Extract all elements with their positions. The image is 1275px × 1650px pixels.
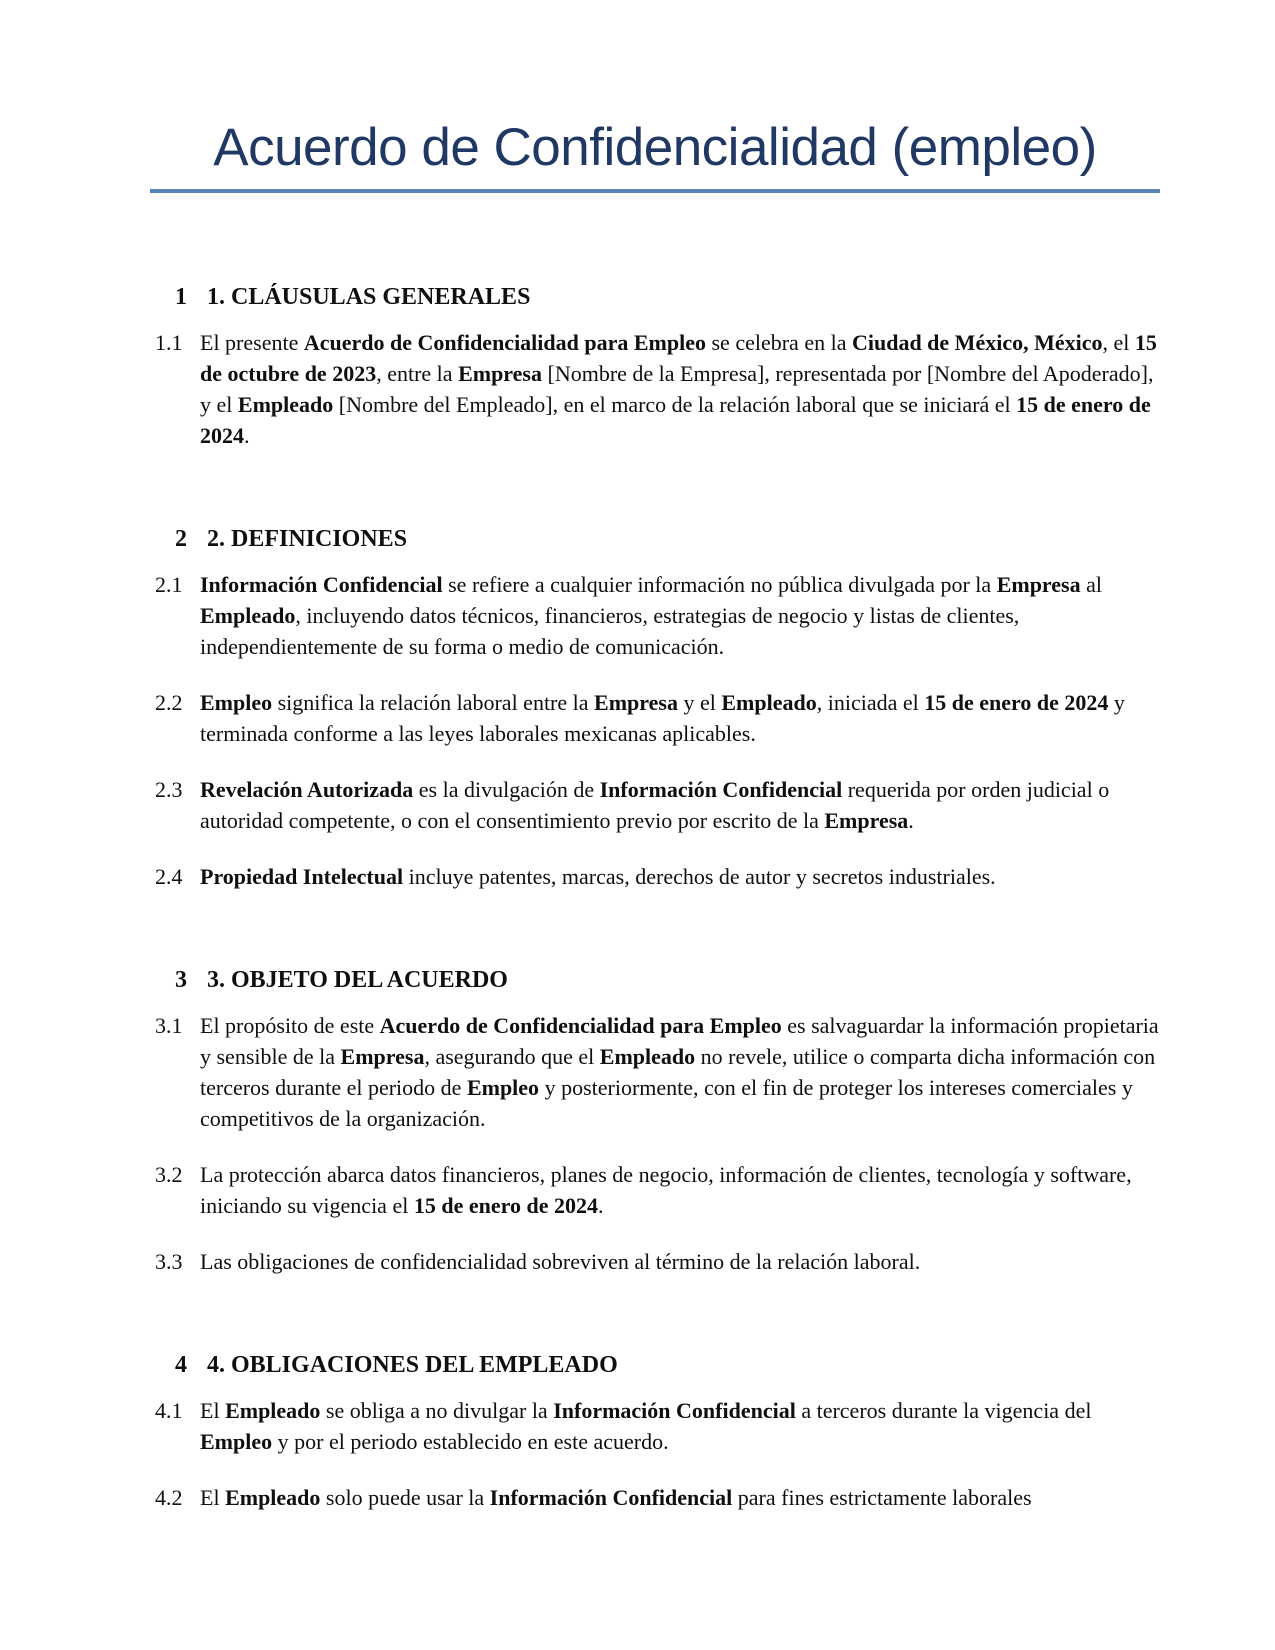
clause-item	[150, 327, 1160, 451]
clause-text	[200, 1395, 1160, 1457]
text-run: se refiere a cualquier información no pública divulgada por la	[442, 572, 997, 597]
section-number: 3	[175, 967, 187, 993]
section	[150, 1349, 1160, 1513]
defined-term: Empresa	[340, 1044, 425, 1069]
defined-term: Acuerdo de Confidencialidad para Empleo	[379, 1013, 782, 1038]
section-heading-label: 4. OBLIGACIONES DEL EMPLEADO	[207, 1352, 618, 1378]
defined-term: Empleo	[200, 690, 273, 715]
clause-number: 4.2	[155, 1485, 183, 1510]
clause-text	[200, 1246, 1160, 1277]
defined-term: Empleado	[200, 603, 296, 628]
clause-number: 3.2	[155, 1162, 183, 1187]
text-run: , incluyendo datos técnicos, financieros, estrategias de negocio y listas de clientes, independientemente de su forma o medio de comunicación.	[200, 603, 1020, 659]
clause-number: 2.2	[155, 690, 183, 715]
clause-item	[150, 774, 1160, 836]
clause-text	[200, 687, 1160, 749]
clause-number: 2.4	[155, 864, 183, 889]
text-run: , asegurando que el	[424, 1044, 600, 1069]
text-run: requerida por orden judicial o autoridad competente, o con el consentimiento previo por escrito de la	[200, 777, 1110, 833]
section-heading	[150, 964, 1160, 996]
text-run: El propósito de este	[200, 1013, 380, 1038]
clause-number: 3.1	[155, 1013, 183, 1038]
section	[150, 964, 1160, 1277]
clause-number: 3.3	[155, 1249, 183, 1274]
section-items	[150, 1395, 1160, 1513]
clause-number: 2.1	[155, 572, 183, 597]
clause-item	[150, 569, 1160, 662]
defined-term: Propiedad Intelectual	[200, 864, 404, 889]
text-run: y por el periodo establecido en este acuerdo.	[272, 1429, 669, 1454]
text-run: a terceros durante la vigencia del	[795, 1398, 1092, 1423]
document-title: Acuerdo de Confidencialidad (empleo)	[213, 118, 1097, 177]
section-number: 1	[175, 284, 187, 310]
defined-term: 15 de enero de 2024	[413, 1193, 598, 1218]
text-run: solo puede usar la	[320, 1485, 490, 1510]
defined-term: Empresa	[996, 572, 1081, 597]
defined-term: 15 de enero de 2024	[200, 392, 1151, 448]
defined-term: Empresa	[594, 690, 678, 715]
defined-term: Empleado	[237, 392, 334, 417]
defined-term: 15 de octubre de 2023	[200, 330, 1157, 386]
defined-term: Revelación Autorizada	[200, 777, 414, 802]
defined-term: Información Confidencial	[599, 777, 843, 802]
text-run: y posteriormente, con el fin de proteger los intereses comerciales y competitivos de la organización.	[200, 1075, 1133, 1131]
text-run: incluye patentes, marcas, derechos de autor y secretos industriales.	[403, 864, 996, 889]
text-run: para fines estrictamente laborales	[732, 1485, 1032, 1510]
clause-text	[200, 1482, 1160, 1513]
section-items	[150, 327, 1160, 451]
text-run: no revele, utilice o comparta dicha información con terceros durante el periodo de	[200, 1044, 1156, 1100]
clause-number: 4.1	[155, 1398, 183, 1423]
clause-item	[150, 1010, 1160, 1134]
defined-term: Empleado	[225, 1485, 321, 1510]
section	[150, 281, 1160, 451]
text-run: significa la relación laboral entre la	[272, 690, 595, 715]
section-number: 4	[175, 1352, 187, 1378]
defined-term: Ciudad de México, México	[851, 330, 1103, 355]
text-run: es la divulgación de	[413, 777, 600, 802]
text-run: El	[200, 1398, 226, 1423]
text-run: , el	[1102, 330, 1135, 355]
defined-term: Acuerdo de Confidencialidad para Empleo	[303, 330, 706, 355]
title-block	[150, 116, 1160, 193]
text-run: .	[244, 423, 250, 448]
clause-text	[200, 1159, 1160, 1221]
clause-item	[150, 1395, 1160, 1457]
defined-term: Información Confidencial	[200, 572, 443, 597]
section-heading	[150, 523, 1160, 555]
section	[150, 523, 1160, 892]
defined-term: Empleado	[225, 1398, 321, 1423]
clause-item	[150, 861, 1160, 892]
clause-item	[150, 1159, 1160, 1221]
clause-text	[200, 569, 1160, 662]
section-heading-label: 1. CLÁUSULAS GENERALES	[207, 284, 531, 310]
document-body	[150, 281, 1160, 1513]
defined-term: Empleo	[200, 1429, 273, 1454]
section-heading-label: 3. OBJETO DEL ACUERDO	[207, 967, 508, 993]
text-run: se celebra en la	[706, 330, 852, 355]
text-run: se obliga a no divulgar la	[320, 1398, 554, 1423]
defined-term: Empleado	[599, 1044, 696, 1069]
defined-term: Empresa	[824, 808, 909, 833]
text-run: [Nombre de la Empresa], representada por [Nombre del Apoderado], y el	[200, 361, 1154, 417]
text-run: La protección abarca datos financieros, planes de negocio, información de clientes, tecnología y software, iniciando su vigencia el	[200, 1162, 1132, 1218]
defined-term: Información Confidencial	[553, 1398, 796, 1423]
clause-number: 2.3	[155, 777, 183, 802]
section-number: 2	[175, 526, 187, 552]
text-run: Las obligaciones de confidencialidad sobreviven al término de la relación laboral.	[200, 1249, 921, 1274]
clause-text	[200, 774, 1160, 836]
clause-number: 1.1	[155, 330, 183, 355]
section-heading	[150, 281, 1160, 313]
defined-term: Empresa	[458, 361, 542, 386]
text-run: El presente	[200, 330, 304, 355]
section-items	[150, 569, 1160, 892]
clause-item	[150, 1246, 1160, 1277]
text-run: El	[200, 1485, 226, 1510]
text-run: [Nombre del Empleado], en el marco de la relación laboral que se iniciará el	[333, 392, 1017, 417]
clause-item	[150, 1482, 1160, 1513]
text-run: al	[1080, 572, 1103, 597]
clause-text	[200, 1010, 1160, 1134]
clause-text	[200, 327, 1160, 451]
text-run: .	[597, 1193, 604, 1218]
defined-term: Información Confidencial	[489, 1485, 733, 1510]
text-run: , entre la	[376, 361, 459, 386]
text-run: , iniciada el	[816, 690, 925, 715]
clause-item	[150, 687, 1160, 749]
text-run: y el	[677, 690, 722, 715]
defined-term: 15 de enero de 2024	[924, 690, 1109, 715]
section-items	[150, 1010, 1160, 1277]
clause-text	[200, 861, 1160, 892]
defined-term: Empleo	[466, 1075, 540, 1100]
text-run: .	[908, 808, 914, 833]
defined-term: Empleado	[721, 690, 817, 715]
text-run: y terminada conforme a las leyes laborales mexicanas aplicables.	[200, 690, 1125, 746]
section-heading	[150, 1349, 1160, 1381]
section-heading-label: 2. DEFINICIONES	[207, 526, 408, 552]
text-run: es salvaguardar la información propietaria y sensible de la	[200, 1013, 1159, 1069]
